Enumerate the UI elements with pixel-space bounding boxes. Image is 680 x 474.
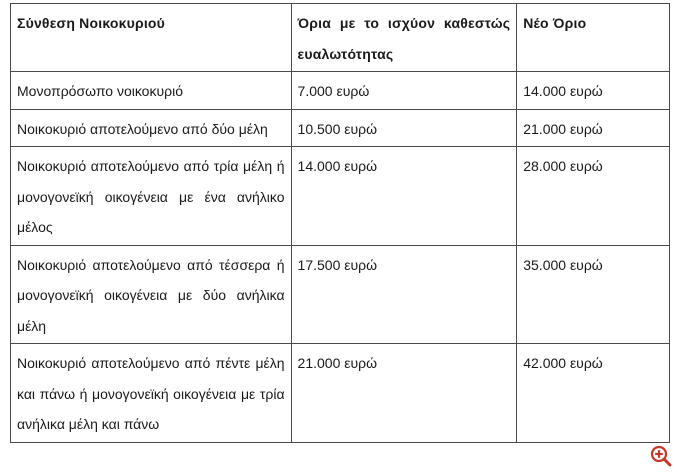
income-limits-table — [10, 3, 670, 443]
current-limit-cell: 14.000 ευρώ — [291, 147, 517, 246]
header-household-composition: Σύνθεση Νοικοκυριού — [11, 4, 292, 72]
table-row — [11, 147, 670, 246]
household-cell: Μονοπρόσωπο νοικοκυριό — [11, 72, 292, 110]
current-limit-cell: 10.500 ευρώ — [291, 109, 517, 147]
household-cell: Νοικοκυριό αποτελούμενο από πέντε μέλη και πάνω ή μονογονεϊκή οικογένεια με τρία ανήλικα μέλη και πάνω — [11, 344, 292, 443]
household-cell: Νοικοκυριό αποτελούμενο από τέσσερα ή μονογονεϊκή οικογένεια με δύο ανήλικα μέλη — [11, 245, 292, 344]
household-cell: Νοικοκυριό αποτελούμενο από δύο μέλη — [11, 109, 292, 147]
header-new-limit: Νέο Όριο — [517, 4, 670, 72]
current-limit-cell: 7.000 ευρώ — [291, 72, 517, 110]
header-current-limit: Όρια με το ισχύον καθεστώς ευαλωτότητας — [291, 4, 517, 72]
table-row — [11, 344, 670, 443]
new-limit-cell: 35.000 ευρώ — [517, 245, 670, 344]
current-limit-cell: 21.000 ευρώ — [291, 344, 517, 443]
table-row — [11, 72, 670, 110]
table-row — [11, 109, 670, 147]
table-header-row — [11, 4, 670, 72]
table-row — [11, 245, 670, 344]
new-limit-cell: 21.000 ευρώ — [517, 109, 670, 147]
current-limit-cell: 17.500 ευρώ — [291, 245, 517, 344]
new-limit-cell: 28.000 ευρώ — [517, 147, 670, 246]
new-limit-cell: 42.000 ευρώ — [517, 344, 670, 443]
new-limit-cell: 14.000 ευρώ — [517, 72, 670, 110]
zoom-in-icon[interactable] — [650, 445, 672, 467]
household-cell: Νοικοκυριό αποτελούμενο από τρία μέλη ή μονογονεϊκή οικογένεια με ένα ανήλικο μέλος — [11, 147, 292, 246]
